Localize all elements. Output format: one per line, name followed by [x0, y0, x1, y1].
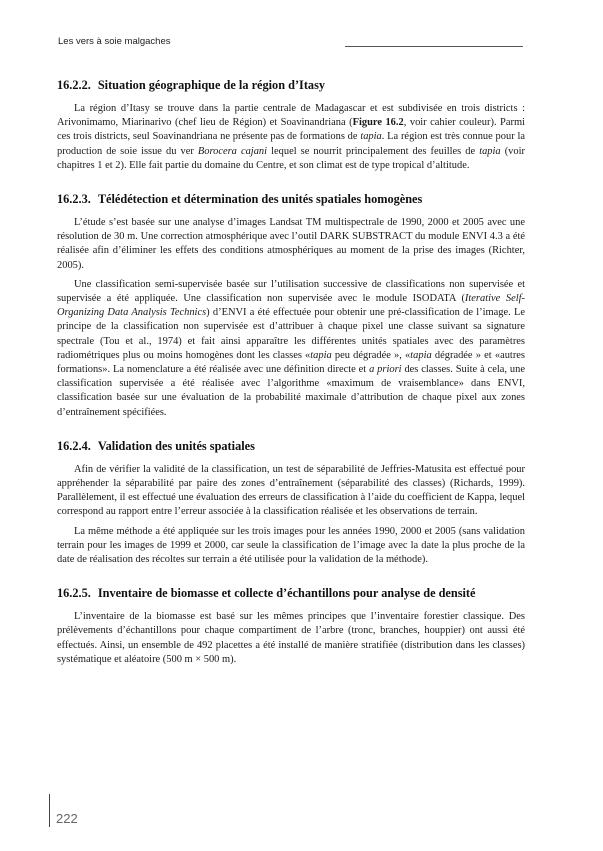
header-rule — [345, 46, 523, 47]
section-16-2-3 — [57, 192, 525, 420]
text-run: Afin de vérifier la validité de la classification, un test de séparabilité de Jeffries-Matusita est effectué pour appréhender la séparabilité par paire des zones d’entraînement (séparabilité des classes) (Richards, 1999). Parallèlement, il est effectué une évaluation des erreurs de classification à l’aide du coefficient de Kappa, lequel correspond au rapport entre l’erreur associée à la classification réalisée et les observations de terrain. — [57, 463, 525, 518]
italic-text: tapia — [410, 349, 432, 361]
text-run: peu dégradée », « — [331, 349, 411, 361]
italic-text: Iterative Self-Organizing Data Analysis Technics — [57, 293, 525, 319]
italic-text: tapia — [479, 145, 501, 157]
text-run: des classes. Suite à cela, une classification supervisée a été réalisée avec l’algorithme «maximum de vraisemblance» dans ENVI, classification basée sur une évaluation de la probabilité maximale d’attribution de chaque pixel aux zones d’entraînement spécifiées. — [57, 364, 525, 418]
running-header: Les vers à soie malgaches — [58, 36, 171, 47]
italic-text: tapia — [360, 131, 382, 143]
italic-text: tapia — [310, 349, 332, 361]
paragraph — [57, 525, 525, 568]
text-run: L’étude s’est basée sur une analyse d’images Landsat TM multispectrale de 1990, 2000 et 2005 avec une résolution de 30 m. Une correction atmosphérique avec l’outil DARK SUBSTRACT du module ENVI 4.3 a été réalisée afin d’éliminer les effets des conditions atmosphériques au moment de la prise des images (Richter, 2005). — [57, 217, 525, 271]
text-run: ) d’ENVI a été effectuée pour obtenir une pré-classification de l’image. Le principe de la classification non supervisée est d’attribuer à chaque pixel une classe suivant sa signature spectrale (Tou et al., 1974) et fait ainsi apparaître les différentes unités spatiales avec des paramètres radiométriques plus ou moins homogènes dont les classes « — [57, 307, 525, 361]
italic-text: Borocera cajani — [197, 145, 268, 157]
paragraph — [57, 216, 525, 273]
page-number: 222 — [56, 811, 78, 826]
text-run: . La région est très connue pour la production de soie issue du ver — [57, 131, 525, 157]
section-title: Validation des unités spatiales — [97, 438, 255, 453]
paragraph — [57, 102, 525, 173]
text-run: dégradée » et «autres formations». La nomenclature a été réalisée avec une définition directe et — [57, 349, 525, 376]
paragraph — [57, 278, 525, 420]
text-run: Une classification semi-supervisée basée sur l’utilisation successive de classifications non supervisée et supervisée a été appliquée. Une classification non supervisée avec le module ISODATA ( — [57, 278, 525, 305]
text-run: La région d’Itasy se trouve dans la partie centrale de Madagascar et est subdivisée en trois districts : Arivonimamo, Miarinarivo (chef lieu de Région) et Soavinandriana ( — [57, 103, 525, 129]
italic-text: a priori — [369, 364, 402, 376]
section-title: Situation géographique de la région d’Itasy — [97, 78, 326, 92]
section-heading — [57, 192, 525, 207]
body-content — [57, 78, 525, 686]
section-heading — [57, 586, 525, 601]
section-heading — [57, 439, 525, 454]
section-16-2-2 — [57, 78, 525, 173]
text-run: lequel se nourrit principalement des feuilles de — [267, 145, 480, 157]
section-title: Inventaire de biomasse et collecte d’échantillons pour analyse de densité — [97, 586, 476, 601]
section-16-2-5 — [57, 586, 525, 667]
section-title: Télédétection et détermination des unités spatiales homogènes — [97, 192, 423, 207]
section-16-2-4 — [57, 439, 525, 567]
footer-rule — [49, 794, 50, 827]
text-run: , voir cahier couleur). Parmi ces trois districts, seul Soavinandriana ne présente pas de formations de — [57, 117, 525, 143]
paragraph — [57, 610, 525, 667]
paragraph — [57, 463, 525, 520]
section-number: 16.2.2. — [57, 78, 91, 92]
bold-text[interactable]: Figure 16.2 — [352, 117, 404, 129]
text-run: L’inventaire de la biomasse est basé sur les mêmes principes que l’inventaire forestier classique. Des prélèvements d’échantillons pour chaque compartiment de l’arbre (tronc, branches, houppier) ont aussi été effectués. Ainsi, un ensemble de 492 placettes a été installé de manière stratifiée (distribution dans les classes) systématique et aléatoire (500 m × 500 m). — [57, 611, 525, 665]
section-number: 16.2.4. — [57, 438, 91, 453]
text-run: (voir chapitres 1 et 2). Elle fait partie du domaine du Centre, et son climat est de type tropical d’altitude. — [57, 145, 525, 171]
text-run: La même méthode a été appliquée sur les trois images pour les années 1990, 2000 et 2005 (sans validation terrain pour les images de 1999 et 2000, car seule la classification de l’image avec la date la plus proche de la date de réalisation des récoltes sur terrain a été utilisée pour la validation de la méthode). — [57, 525, 525, 566]
section-number: 16.2.3. — [57, 192, 91, 207]
section-number: 16.2.5. — [57, 586, 91, 601]
section-heading — [57, 78, 525, 93]
